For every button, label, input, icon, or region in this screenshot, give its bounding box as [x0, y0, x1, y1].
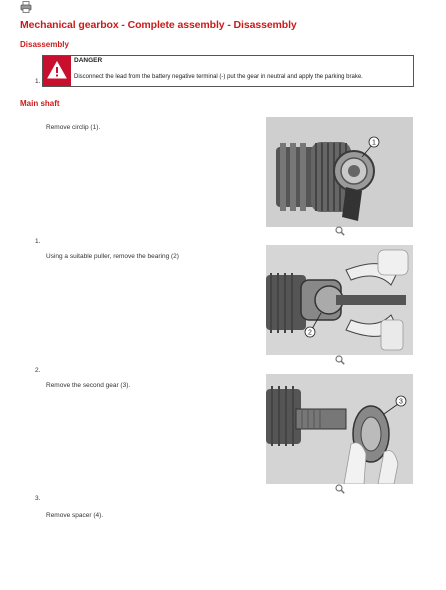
section-main-shaft: Main shaft	[20, 99, 60, 108]
callout-1: 1	[372, 139, 376, 147]
step-text: Remove the second gear (3).	[46, 382, 131, 389]
callout-2: 2	[308, 329, 312, 337]
warning-triangle-icon	[47, 61, 67, 79]
magnifier-icon[interactable]	[335, 226, 345, 236]
section-disassembly: Disassembly	[20, 40, 69, 49]
step-text: Remove circlip (1).	[46, 124, 101, 131]
printer-icon[interactable]	[20, 1, 32, 13]
danger-number: 1.	[35, 78, 41, 85]
page-title: Mechanical gearbox - Complete assembly - Disassembly	[20, 19, 297, 31]
step-text: Remove spacer (4).	[46, 512, 104, 519]
callout-3: 3	[399, 398, 403, 406]
photo-bearing-puller[interactable]	[266, 245, 413, 355]
magnifier-icon[interactable]	[335, 355, 345, 365]
step-text: Using a suitable puller, remove the bearing (2)	[46, 253, 179, 260]
step-number: 2.	[35, 367, 41, 374]
photo-circlip[interactable]	[266, 117, 413, 227]
magnifier-icon[interactable]	[335, 484, 345, 494]
danger-text: Disconnect the lead from the battery negative terminal (-) put the gear in neutral and apply the parking brake.	[74, 74, 363, 80]
step-number: 3.	[35, 495, 41, 502]
photo-second-gear[interactable]	[266, 374, 413, 484]
danger-label: DANGER	[74, 57, 103, 64]
step-number: 1.	[35, 238, 41, 245]
